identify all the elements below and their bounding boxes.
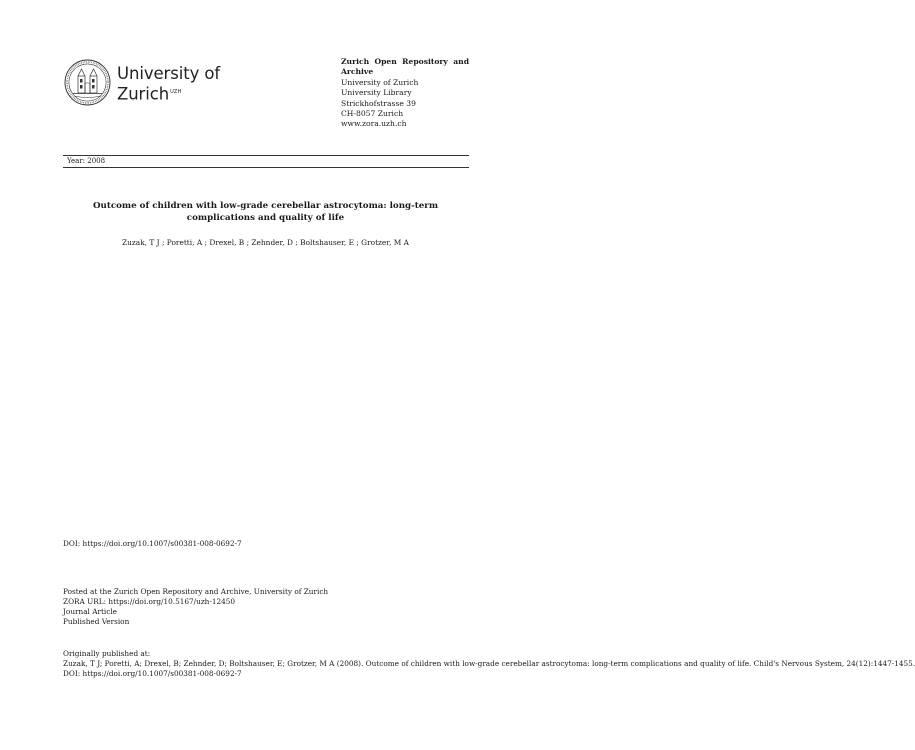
university-seal-icon <box>64 59 111 106</box>
university-logo-wordmark <box>117 64 220 104</box>
repository-line: University of Zurich <box>341 77 419 87</box>
repository-line: CH-8057 Zurich <box>341 109 404 119</box>
paper-title: Outcome of children with low-grade cerebellar astrocytoma: long-term complications and quality of life <box>92 201 439 223</box>
repository-line: Strickhofstrasse 39 <box>341 98 416 108</box>
repository-title: Zurich Open Repository and Archive <box>341 57 469 77</box>
original-doi-link[interactable]: DOI: https://doi.org/10.1007/s00381-008-0692-7 <box>63 669 242 678</box>
paper-authors: Zuzak, T J ; Poretti, A ; Drexel, B ; Zehnder, D ; Boltshauser, E ; Grotzer, M A <box>122 238 409 247</box>
posted-line: Published Version <box>63 617 130 626</box>
original-label: Originally published at: <box>63 649 151 658</box>
repository-address <box>341 57 469 130</box>
original-publication-block <box>63 649 915 679</box>
doi-link[interactable]: DOI: https://doi.org/10.1007/s00381-008-0692-7 <box>63 539 242 548</box>
zora-url-link[interactable]: ZORA URL: https://doi.org/10.5167/uzh-12450 <box>63 597 236 606</box>
year-label: Year: 2008 <box>67 157 106 165</box>
posted-line: Posted at the Zurich Open Repository and Archive, University of Zurich <box>63 587 329 596</box>
divider-top <box>63 155 469 156</box>
logo-line-1: University of <box>117 64 221 83</box>
repository-line: University Library <box>341 88 412 98</box>
posted-block <box>63 587 471 627</box>
doi-block <box>63 539 471 549</box>
repository-website-link[interactable]: www.zora.uzh.ch <box>341 119 407 129</box>
logo-line-2-text: Zurich <box>117 84 170 104</box>
divider-bottom <box>63 167 469 168</box>
original-citation: Zuzak, T J; Poretti, A; Drexel, B; Zehnder, D; Boltshauser, E; Grotzer, M A (2008). Outcome of children with low-grade cerebellar astrocytoma: long-term complications and quality of life. Child's Nervous System, 24(12):1447-1455. <box>63 659 915 668</box>
logo-superscript: UZH <box>170 89 182 95</box>
logo-line-2 <box>117 83 220 104</box>
posted-line: Journal Article <box>63 607 117 616</box>
